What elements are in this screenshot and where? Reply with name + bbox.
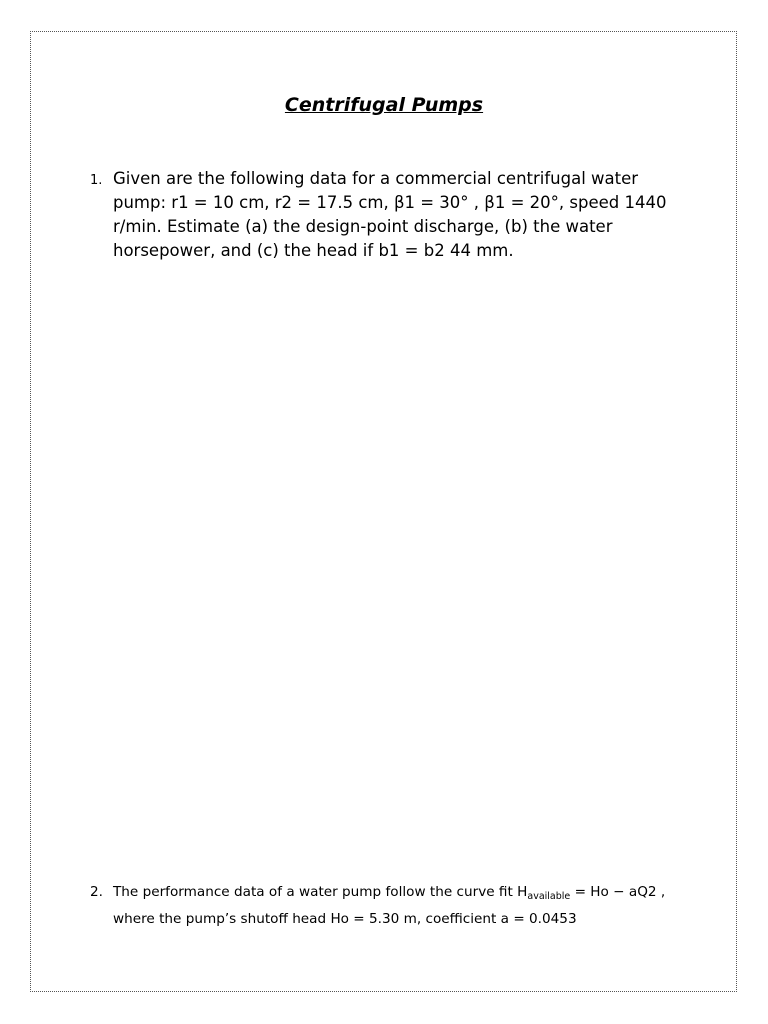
- question-text: Given are the following data for a commercial centrifugal water pump: r1 = 10 cm, r2 = 17.5 cm, β1 = 30° , β1 = 20°, speed 1440 r/min. Estimate (a) the design-point discharge, (b) the water horsepower, and (c) the head if b1 = b2 44 mm.: [113, 169, 667, 260]
- question-text: [113, 881, 683, 930]
- question-text-part: = Ho − aQ2 , where the pump’s shutoff head Ho = 5.30 m, coefficient a = 0.0453: [113, 884, 666, 927]
- question-number: 2.: [90, 884, 103, 900]
- subscript-available: available: [527, 891, 571, 902]
- question-text-part: The performance data of a water pump follow the curve fit H: [113, 884, 528, 900]
- question-number: 1.: [90, 173, 103, 188]
- document-title: Centrifugal Pumps: [284, 94, 484, 116]
